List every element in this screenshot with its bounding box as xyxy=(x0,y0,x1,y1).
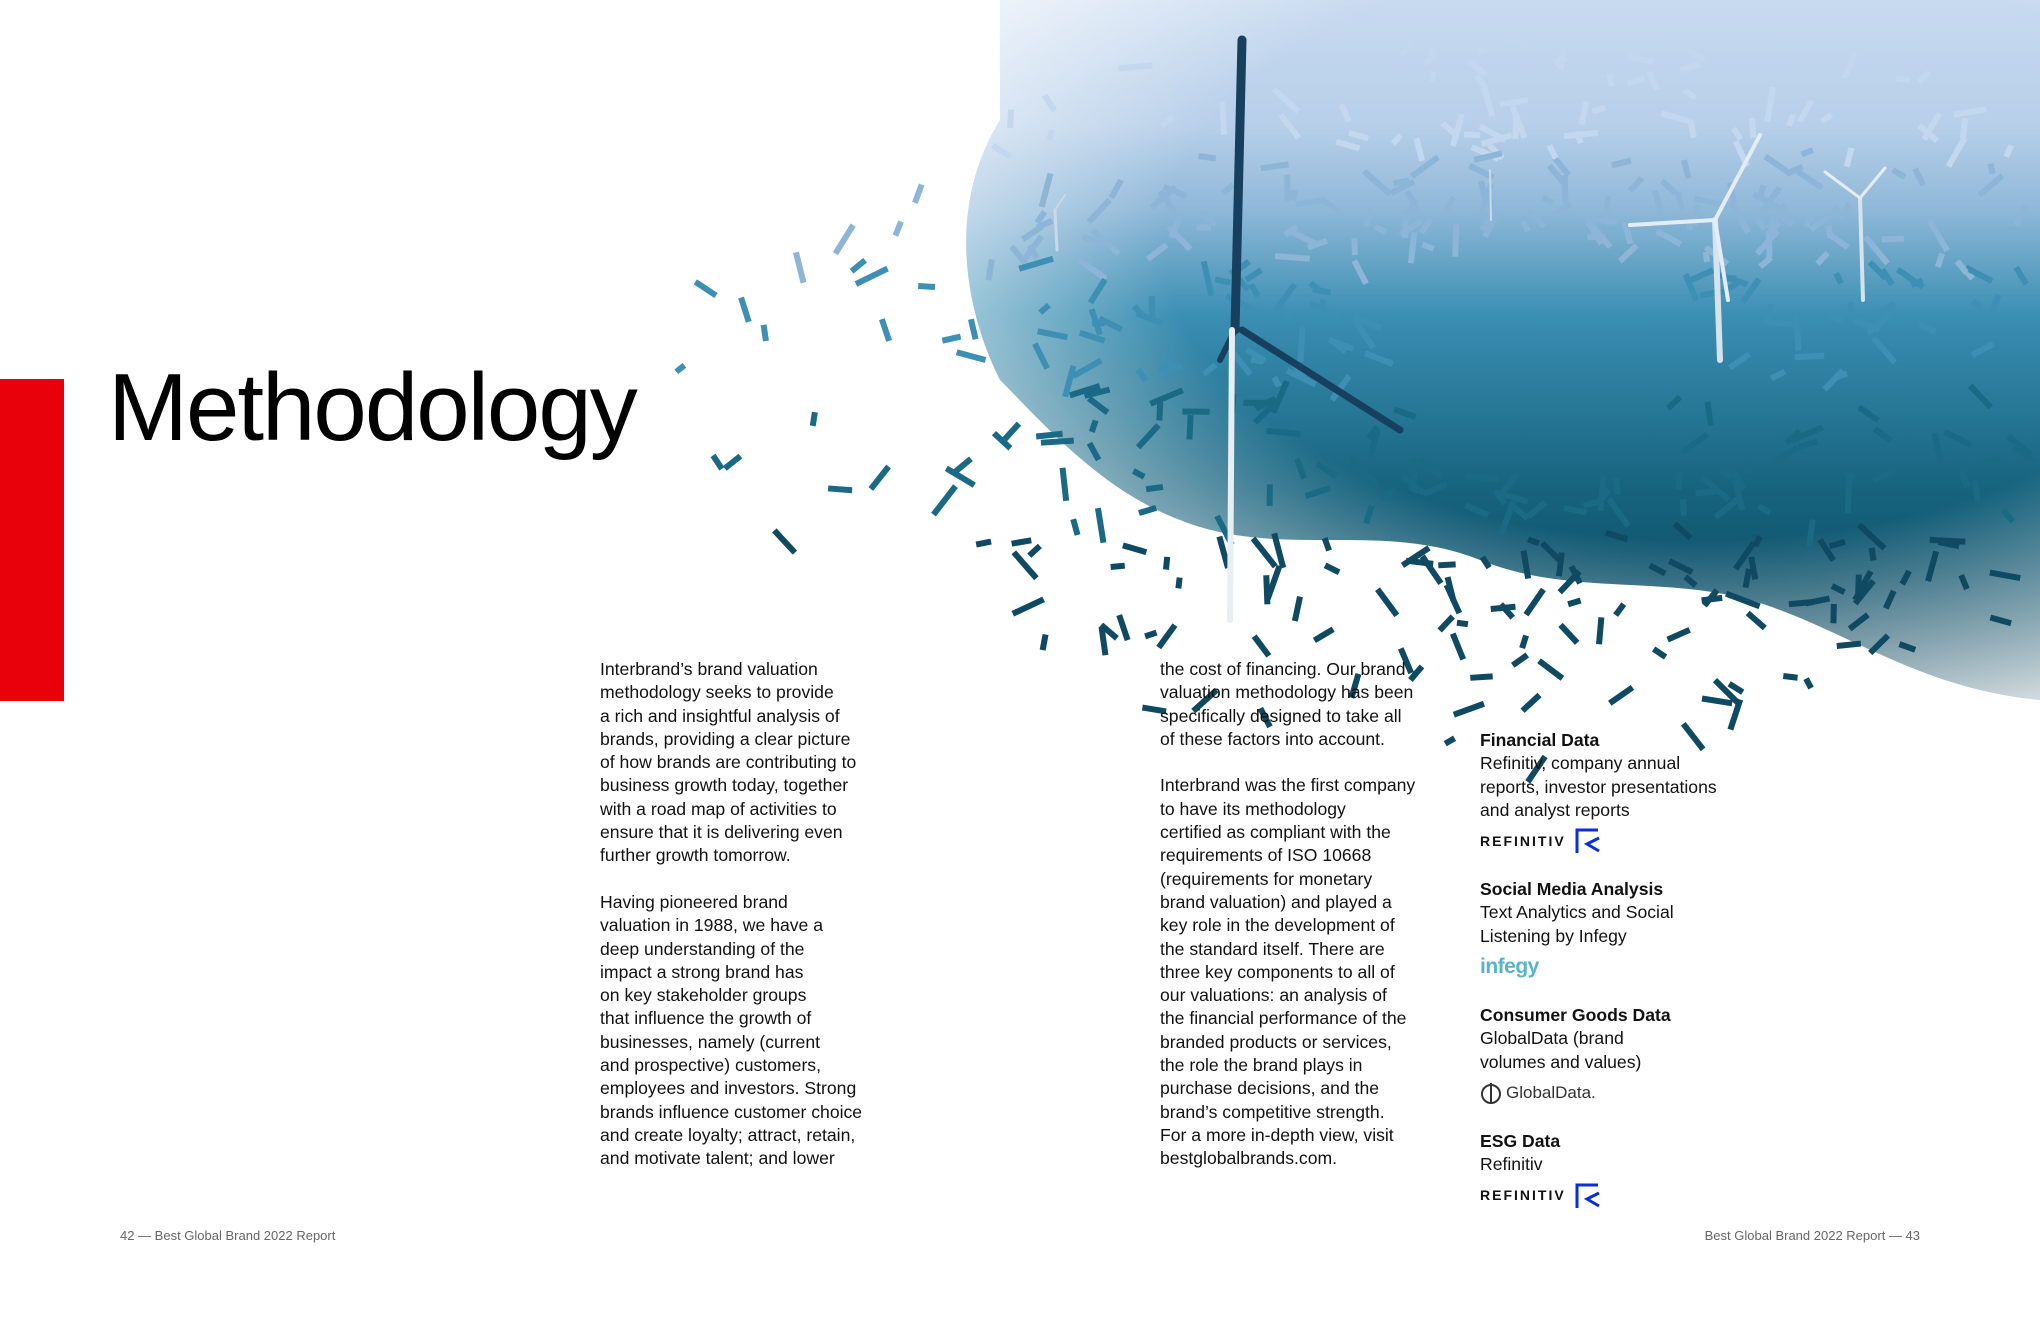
particle xyxy=(1450,633,1466,661)
logo-text: GlobalData. xyxy=(1506,1083,1596,1103)
particle xyxy=(1567,598,1581,607)
particle xyxy=(1596,617,1604,644)
particle xyxy=(694,279,718,298)
particle xyxy=(1156,623,1177,649)
particle xyxy=(931,484,958,516)
particle xyxy=(1263,575,1270,604)
source-description: Refinitiv xyxy=(1480,1154,1543,1175)
particle xyxy=(1558,623,1579,645)
paragraph: Interbrand was the first company to have its methodology certified as compliant with the requirements of ISO 10668 (requirements for monetary brand valuation) and played a key role in the development of the standard itself. There are three key components to all of our valuations: an analysis of the financial performance of the branded products or services, the role the brand plays in purchase decisions, and the brand’s competitive strength. For a more in-depth view, visit bestglobalbrands.com. xyxy=(1160,775,1416,1169)
particle xyxy=(1701,595,1722,603)
refinitiv-logo xyxy=(1480,1181,1800,1211)
particle xyxy=(1882,236,1904,243)
paragraph: the cost of financing. Our brand valuation methodology has been specifically designed to take all of these factors into account. xyxy=(1160,659,1414,749)
particle xyxy=(1351,238,1358,255)
paragraph: Interbrand’s brand valuation methodology seeks to provide a rich and insightful analysis of brands, providing a clear picture of how brands are contributing to business growth today, together with a road map of activities to ensure that it is delivering even further growth tomorrow. xyxy=(600,659,857,866)
source-description: Refinitiv, company annual reports, investor presentations and analyst reports xyxy=(1480,753,1717,820)
particle xyxy=(1001,422,1021,443)
particle xyxy=(1520,693,1541,713)
particle xyxy=(1519,635,1529,649)
globaldata-logo xyxy=(1480,1078,1800,1108)
particle xyxy=(1267,484,1273,506)
particle xyxy=(879,318,892,342)
particle xyxy=(1845,478,1852,513)
particle xyxy=(956,349,986,363)
particle xyxy=(810,412,818,427)
particle xyxy=(1746,611,1767,631)
particle xyxy=(1438,561,1456,568)
particle xyxy=(1197,224,1211,230)
particle xyxy=(1410,458,1417,482)
particle xyxy=(1608,685,1634,706)
particle xyxy=(1783,673,1798,681)
particle xyxy=(1652,647,1667,660)
source-consumer-goods xyxy=(1480,1004,1800,1108)
particle xyxy=(711,454,725,471)
particle xyxy=(761,324,769,341)
particle xyxy=(1182,409,1209,415)
particle xyxy=(772,528,797,554)
source-description: Text Analytics and Social Listening by Infegy xyxy=(1480,902,1674,946)
particle xyxy=(918,283,935,290)
source-description: GlobalData (brand volumes and values) xyxy=(1480,1028,1642,1072)
particle xyxy=(828,485,852,493)
particle xyxy=(1464,132,1480,138)
particle xyxy=(1144,630,1157,639)
particle xyxy=(1011,537,1032,546)
source-heading: Consumer Goods Data xyxy=(1480,1005,1671,1026)
particle xyxy=(1313,627,1335,643)
logo-text: REFINITIV xyxy=(1480,1186,1566,1203)
particle xyxy=(942,334,962,344)
particle xyxy=(738,297,751,323)
particle xyxy=(869,465,891,491)
logo-text: REFINITIV xyxy=(1480,832,1566,849)
particle xyxy=(855,266,889,287)
particle xyxy=(1027,544,1042,558)
particle xyxy=(1070,518,1080,535)
particle xyxy=(1836,641,1861,649)
particle xyxy=(1110,563,1125,570)
source-social-media xyxy=(1480,878,1800,982)
particle xyxy=(1375,587,1399,617)
particle xyxy=(1040,634,1049,651)
globaldata-logo-icon xyxy=(1480,1081,1502,1105)
particle xyxy=(1437,614,1455,632)
particle xyxy=(1666,627,1690,642)
particle xyxy=(1457,620,1469,627)
particle xyxy=(1490,604,1515,612)
body-column-1 xyxy=(600,658,890,1194)
refinitiv-logo xyxy=(1480,826,1800,856)
particle xyxy=(1156,397,1163,420)
footer-page-left: 42 — Best Global Brand 2022 Report xyxy=(120,1228,336,1243)
particle xyxy=(1680,499,1687,516)
page-title: Methodology xyxy=(108,354,636,461)
particle xyxy=(1116,614,1130,641)
red-accent-bar xyxy=(0,379,64,701)
particle xyxy=(1453,701,1485,718)
footer-page-right: Best Global Brand 2022 Report — 43 xyxy=(1704,1228,1920,1243)
particle xyxy=(1243,400,1267,406)
particle xyxy=(1402,210,1408,237)
infegy-logo xyxy=(1480,952,1800,982)
source-heading: Social Media Analysis xyxy=(1480,879,1664,900)
particle xyxy=(1537,658,1564,680)
particle xyxy=(793,252,806,284)
particle xyxy=(1252,634,1272,657)
particle xyxy=(1163,557,1170,570)
particle xyxy=(1524,588,1546,617)
particle xyxy=(1676,472,1683,490)
particle xyxy=(833,223,856,255)
particle xyxy=(675,363,687,374)
particle xyxy=(1138,505,1157,516)
particle xyxy=(1470,673,1493,680)
particle xyxy=(1284,175,1291,202)
particle xyxy=(1060,468,1070,502)
particle xyxy=(1511,652,1529,667)
particle xyxy=(1766,231,1773,257)
particle xyxy=(1292,596,1303,622)
paragraph: Having pioneered brand valuation in 1988, we have a deep understanding of the impact a strong brand has on key stakeholder groups that influence the growth of businesses, namely (current and prospective) customers, employees and investors. Strong brands influence customer choice and create loyalty; attract, retain, and motivate talent; and lower xyxy=(600,891,863,1169)
particle xyxy=(893,220,904,236)
refinitiv-logo-icon xyxy=(1574,827,1604,855)
particle xyxy=(1324,563,1341,575)
logo-text: infegy xyxy=(1480,955,1539,979)
body-column-2 xyxy=(1160,658,1450,1194)
particle xyxy=(976,539,992,548)
refinitiv-logo-icon xyxy=(1574,1182,1604,1210)
particle xyxy=(723,454,742,471)
source-esg-data xyxy=(1480,1130,1800,1211)
particle xyxy=(912,184,924,204)
particle xyxy=(1012,597,1045,617)
particle xyxy=(1452,223,1459,257)
particle xyxy=(1613,602,1626,617)
source-financial-data xyxy=(1480,729,1800,856)
particle xyxy=(1122,542,1147,555)
source-heading: Financial Data xyxy=(1480,730,1600,750)
particle xyxy=(1803,677,1813,689)
particle xyxy=(850,258,867,274)
particle xyxy=(1175,577,1182,589)
particle xyxy=(1007,110,1014,129)
particle xyxy=(1830,604,1836,623)
particle xyxy=(1149,296,1156,317)
particle xyxy=(968,319,978,340)
particle xyxy=(1420,555,1444,585)
source-heading: ESG Data xyxy=(1480,1130,1561,1151)
particle xyxy=(1186,415,1193,440)
particle xyxy=(1095,508,1106,544)
data-sources-list xyxy=(1480,729,1800,1233)
